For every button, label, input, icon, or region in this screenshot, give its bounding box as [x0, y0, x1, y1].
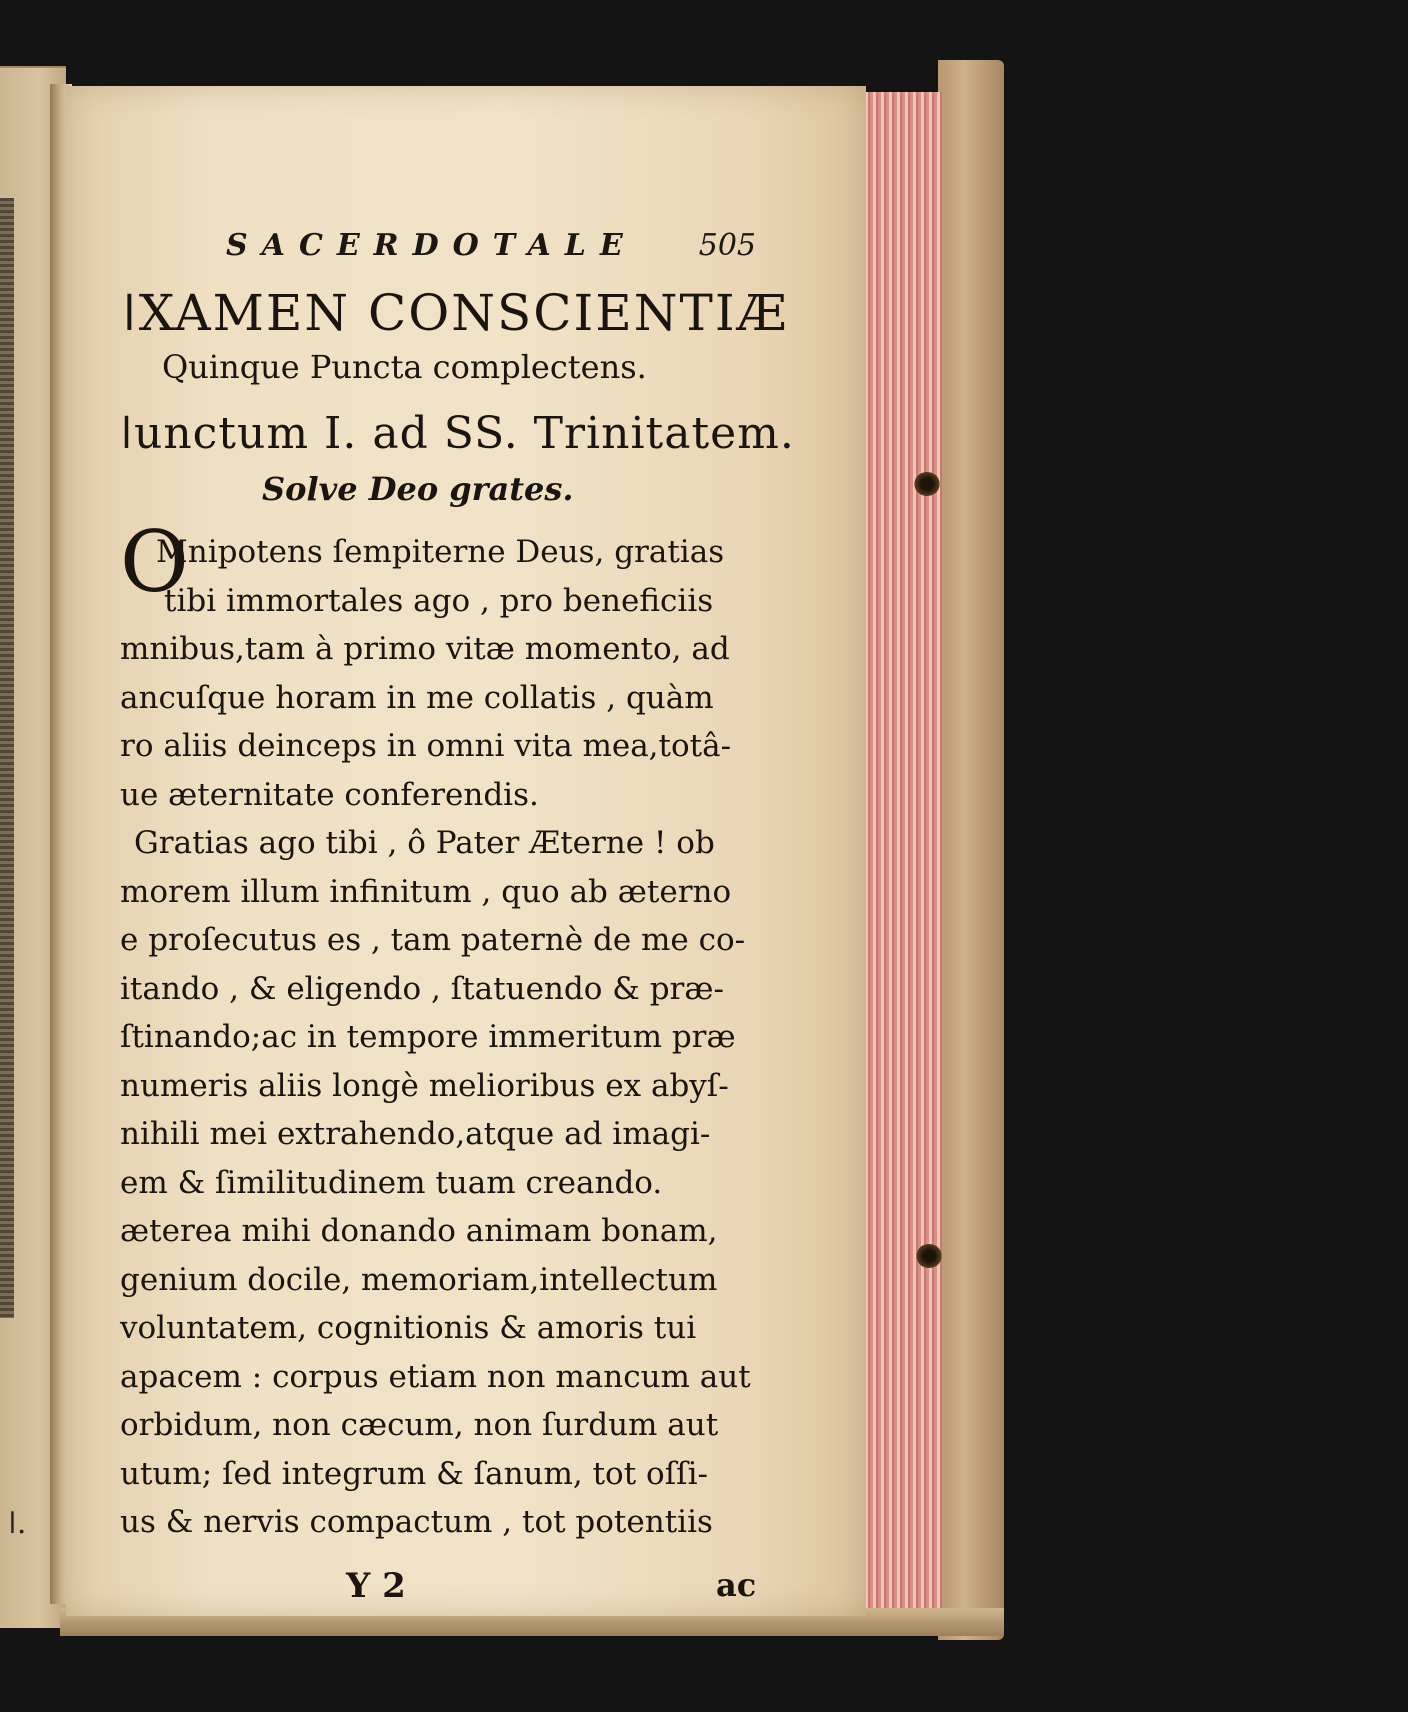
text-line: voluntatem, cognitionis & amoris tui	[120, 1310, 697, 1346]
page-number: 505	[698, 228, 756, 263]
body-text	[120, 513, 780, 1547]
book-cover	[938, 60, 1004, 1640]
text-line: e proſecutus es , tam paternè de me co-	[120, 922, 746, 958]
page-edges	[862, 92, 942, 1612]
text-line: ſtinando;ac in tempore immeritum præ	[120, 1019, 736, 1055]
text-line: ue æternitate conferendis.	[120, 776, 539, 813]
wormhole	[914, 472, 940, 496]
catchword: ac	[716, 1566, 757, 1604]
section-title: ǀXAMEN CONSCIENTIÆ	[122, 284, 789, 342]
engraving-fragment	[0, 198, 14, 1318]
running-head-title: SACERDOTALE	[226, 228, 637, 263]
text-line: apacem : corpus etiam non mancum aut	[120, 1358, 751, 1395]
text-line: OMnipotens ſempiterne Deus, gratias	[120, 513, 725, 611]
text-line: æterea mihi donando animam bonam,	[120, 1213, 718, 1249]
text-line: ro aliis deinceps in omni vita mea,totâ-	[120, 728, 732, 764]
text-line: mnibus,tam à primo vitæ momento, ad	[120, 631, 730, 667]
drop-cap: O	[120, 513, 189, 611]
signature-mark: Y 2	[346, 1566, 406, 1606]
text-line: tibi immortales ago , pro beneficiis	[164, 582, 714, 619]
text-line: utum; ſed integrum & ſanum, tot oſſi-	[120, 1455, 709, 1492]
wormhole	[916, 1244, 942, 1268]
punctum-heading: ǀunctum I. ad SS. Trinitatem.	[120, 408, 795, 459]
previous-page-mark: ǀ.	[8, 1506, 27, 1541]
text-line: us & nervis compactum , tot potentiis	[120, 1504, 713, 1540]
text-line: ancuſque horam in me collatis , quàm	[120, 679, 714, 716]
text-line: itando , & eligendo , ſtatuendo & præ-	[120, 970, 724, 1007]
text-line: genium docile, memoriam,intellectum	[120, 1261, 718, 1298]
text-line: numeris aliis longè melioribus ex abyſ-	[120, 1067, 729, 1104]
text-line: orbidum, non cæcum, non ſurdum aut	[120, 1407, 719, 1443]
punctum-subheading: Solve Deo grates.	[262, 470, 574, 508]
text-line: nihili mei extrahendo,atque ad imagi-	[120, 1116, 711, 1152]
running-head	[166, 228, 756, 268]
section-subtitle: Quinque Puncta complectens.	[162, 348, 647, 386]
book-page	[66, 86, 866, 1616]
text-line: em & ſimilitudinem tuam creando.	[120, 1164, 663, 1201]
text-line: Gratias ago tibi , ô Pater Æterne ! ob	[134, 825, 715, 861]
text-line: morem illum infinitum , quo ab æterno	[120, 873, 732, 910]
